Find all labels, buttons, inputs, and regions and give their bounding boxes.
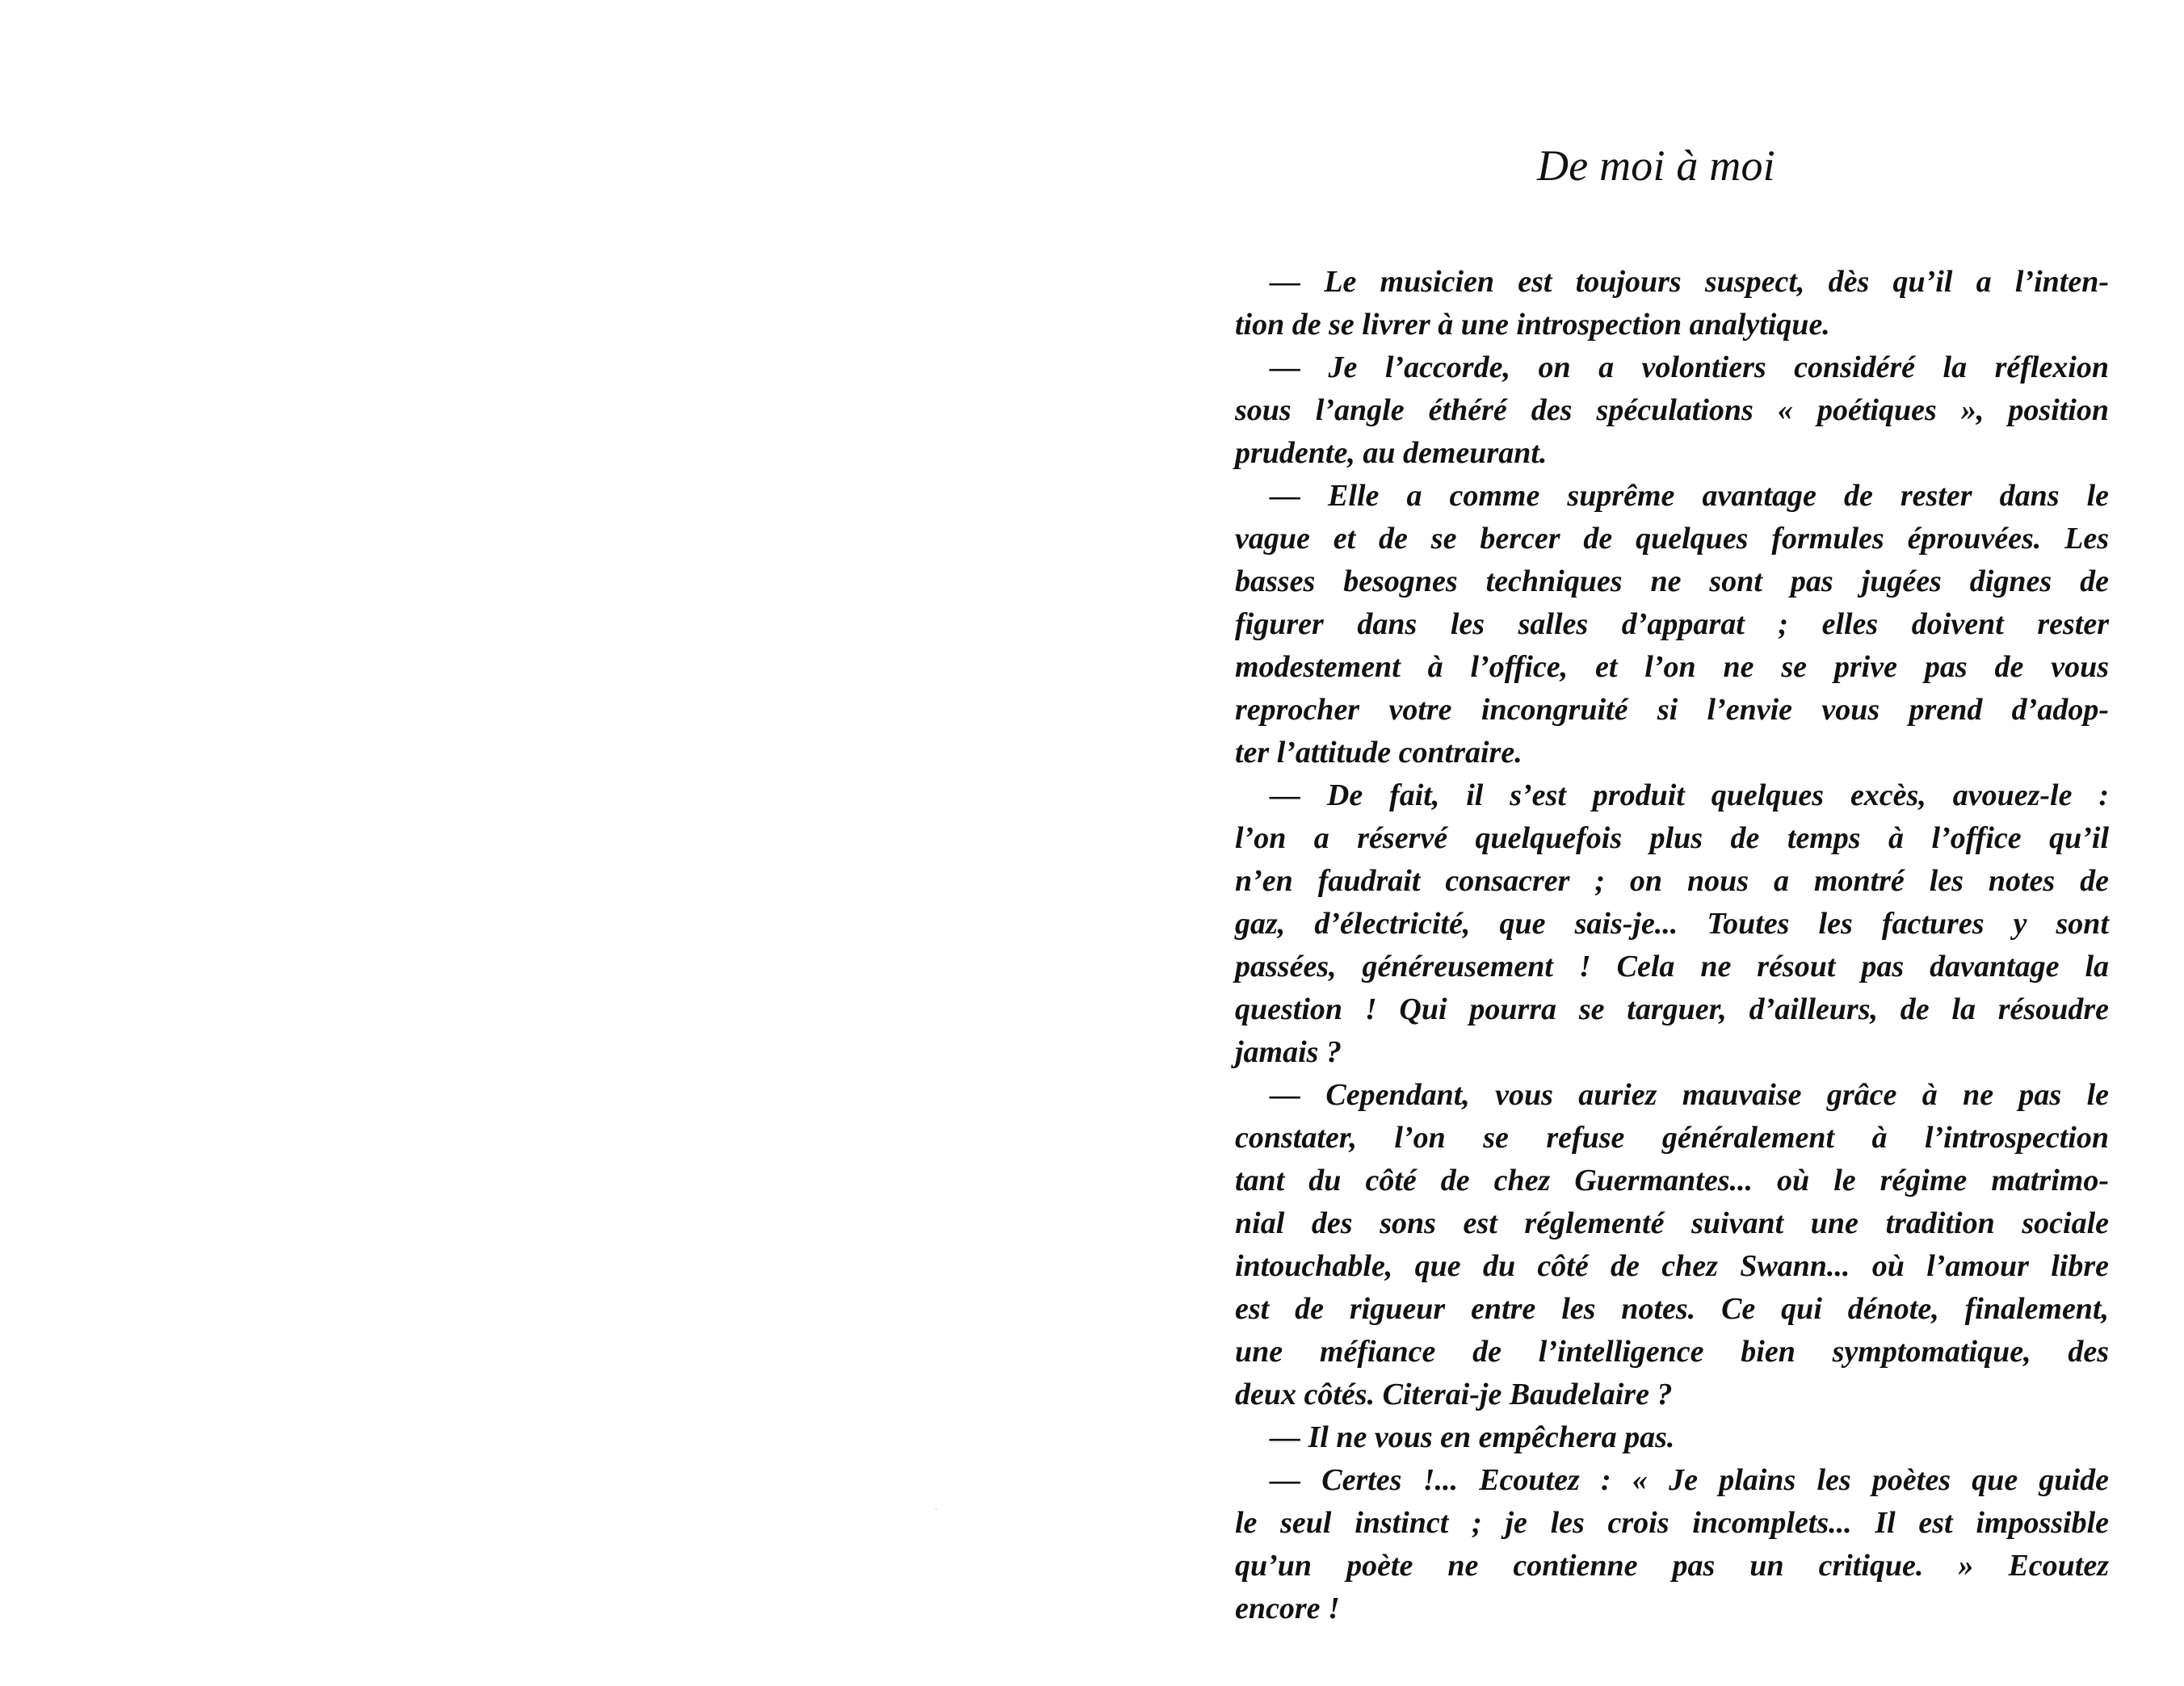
chapter-title: De moi à moi (1537, 141, 1775, 190)
passage-line: question ! Qui pourra se targuer, d’ailleurs, de la résoudre (1235, 992, 2109, 1026)
passage-line: reprocher votre incongruité si l’envie vous prend d’adop- (1235, 693, 2109, 727)
passage-line: jamais ? (1235, 1035, 1342, 1069)
passage-line: — Le musicien est toujours suspect, dès qu’il a l’inten- (1270, 265, 2109, 299)
passage-line: — Certes !... Ecoutez : « Je plains les poètes que guide (1270, 1463, 2109, 1497)
passage-line: passées, généreusement ! Cela ne résout pas davantage la (1235, 950, 2109, 984)
passage-line: — Je l’accorde, on a volontiers considéré la réflexion (1270, 350, 2109, 384)
passage-line: — Cependant, vous auriez mauvaise grâce à ne pas le (1270, 1078, 2109, 1112)
passage-line: gaz, d’électricité, que sais-je... Toutes les factures y sont (1235, 907, 2109, 941)
passage-line: une méfiance de l’intelligence bien symptomatique, des (1235, 1335, 2109, 1369)
passage-line: prudente, au demeurant. (1235, 436, 1548, 470)
passage-line: tant du côté de chez Guermantes... où le régime matrimo- (1235, 1164, 2109, 1197)
passage-line: tion de se livrer à une introspection analytique. (1235, 308, 1830, 342)
passage-line: encore ! (1235, 1592, 1340, 1625)
passage-line: — Elle a comme suprême avantage de rester dans le (1270, 479, 2109, 513)
passage-line: — De fait, il s’est produit quelques excès, avouez-le : (1270, 778, 2109, 812)
paper-speck (935, 1508, 937, 1510)
passage-line: vague et de se bercer de quelques formules éprouvées. Les (1235, 522, 2109, 556)
passage-line: figurer dans les salles d’apparat ; elles doivent rester (1235, 607, 2109, 641)
passage-line: qu’un poète ne contienne pas un critique. » Ecoutez (1235, 1549, 2109, 1583)
passage-line: nial des sons est réglementé suivant une tradition sociale (1235, 1206, 2109, 1240)
passage-line: ter l’attitude contraire. (1235, 736, 1522, 770)
passage-line: constater, l’on se refuse généralement à l’introspection (1235, 1121, 2109, 1155)
passage-line: — Il ne vous en empêchera pas. (1270, 1420, 1675, 1454)
passage-line: l’on a réservé quelquefois plus de temps à l’office qu’il (1235, 821, 2109, 855)
passage-line: intouchable, que du côté de chez Swann... où l’amour libre (1235, 1249, 2109, 1283)
passage-line: est de rigueur entre les notes. Ce qui dénote, finalement, (1235, 1292, 2109, 1326)
passage-line: deux côtés. Citerai-je Baudelaire ? (1235, 1378, 1673, 1411)
passage-line: basses besognes techniques ne sont pas jugées dignes de (1235, 564, 2109, 598)
passage (1235, 261, 2109, 1630)
passage-line: le seul instinct ; je les crois incomplets... Il est impossible (1235, 1506, 2109, 1540)
passage-line: modestement à l’office, et l’on ne se prive pas de vous (1235, 650, 2109, 684)
passage-line: sous l’angle éthéré des spéculations « poétiques », position (1235, 393, 2109, 427)
passage-line: n’en faudrait consacrer ; on nous a montré les notes de (1235, 864, 2109, 898)
